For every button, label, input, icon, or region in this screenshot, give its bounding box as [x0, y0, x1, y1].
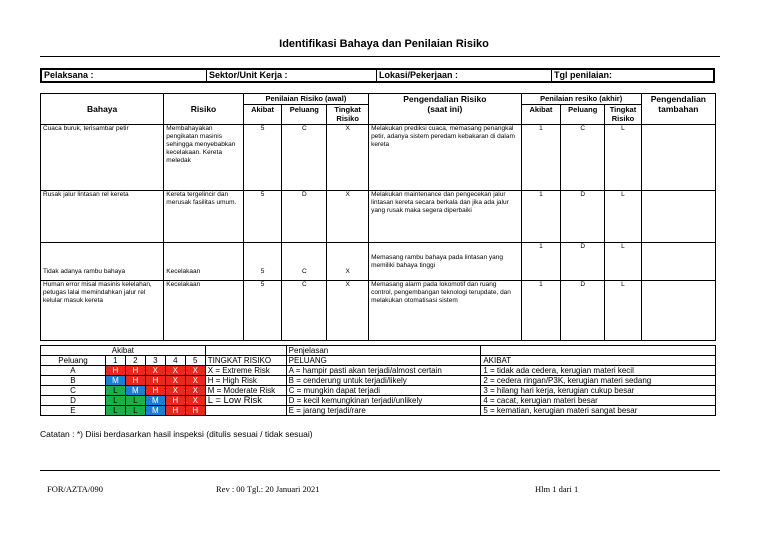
cell-akibat: 5	[243, 243, 282, 281]
matrix-row	[41, 406, 716, 416]
lokasi-field[interactable]: Lokasi/Pekerjaan :	[377, 69, 552, 82]
catatan-note: Catatan : *) Diisi berdasarkan hasil inspeksi (ditulis sesuai / tidak sesuai)	[40, 429, 313, 439]
table-row	[41, 125, 716, 191]
header-peluang: Peluang	[282, 105, 327, 125]
cell-akibat-akhir: 1	[521, 125, 561, 191]
cell-peluang-akhir: C	[561, 125, 605, 191]
matrix-row	[41, 396, 716, 406]
cell-peluang-akhir: D	[561, 281, 605, 341]
cell-risiko: Kereta tergelincir dan merusak fasilitas umum.	[164, 191, 243, 243]
akibat-desc: 4 = cacat, kerugian materi besar	[481, 396, 716, 406]
header-akibat: Akibat	[243, 105, 282, 125]
tingkat-desc: H = High Risk	[205, 376, 286, 386]
cell-tambahan	[641, 125, 715, 191]
matrix-cell: L	[105, 406, 125, 416]
cell-peluang-akhir: D	[561, 243, 605, 281]
matrix-cell: H	[105, 366, 125, 376]
peluang-desc: C = mungkin dapat terjadi	[286, 386, 481, 396]
matrix-row	[41, 386, 716, 396]
akibat-desc: 2 = cedera ringan/P3K, kerugian materi sedang	[481, 376, 716, 386]
cell-pengendalian: Melakukan prediksi cuaca, memasang penangkal petir, adanya sistem peredam kebakaran di dalam kereta	[369, 125, 522, 191]
col-header: 5	[185, 356, 205, 366]
pelaksana-field[interactable]: Pelaksana :	[41, 69, 207, 82]
cell-akibat-akhir: 1	[521, 281, 561, 341]
row-label: A	[41, 366, 106, 376]
peluang-desc: D = kecil kemungkinan terjadi/unlikely	[286, 396, 481, 406]
legend-peluang-title: Peluang	[41, 356, 106, 366]
header-risiko: Risiko	[164, 94, 243, 125]
legend-penjelasan-title: Penjelasan	[286, 346, 481, 356]
footer-form-code: FOR/AZTA/090	[47, 484, 103, 494]
cell-bahaya: Tidak adanya rambu bahaya	[41, 243, 164, 281]
footer-page-number: Hlm 1 dari 1	[535, 484, 579, 494]
row-label: C	[41, 386, 106, 396]
matrix-cell: H	[165, 396, 185, 406]
cell-pengendalian: Melakukan maintenance dan pengecekan jalur lintasan kereta secara berkala dan jika ada jalur yang rusak maka segera diperbaiki	[369, 191, 522, 243]
peluang-desc: E = jarang terjadi/rare	[286, 406, 481, 416]
cell-risiko: Kecelakaan	[164, 243, 243, 281]
col-header: 1	[105, 356, 125, 366]
header-akibat-akhir: Akibat	[521, 105, 561, 125]
matrix-cell: L	[125, 396, 145, 406]
info-bar	[40, 68, 715, 83]
matrix-cell: H	[145, 386, 165, 396]
peluang-desc: B = cenderung untuk terjadi/likely	[286, 376, 481, 386]
footer-divider	[40, 470, 720, 471]
matrix-cell: M	[145, 396, 165, 406]
matrix-cell: M	[105, 376, 125, 386]
matrix-cell: H	[145, 376, 165, 386]
row-label: E	[41, 406, 106, 416]
cell-tambahan	[641, 191, 715, 243]
col-header: 2	[125, 356, 145, 366]
cell-peluang: C	[282, 243, 327, 281]
matrix-cell: X	[145, 366, 165, 376]
akibat-desc: 5 = kematian, kerugian materi sangat besar	[481, 406, 716, 416]
cell-akibat: 5	[243, 281, 282, 341]
cell-pengendalian: Memasang rambu bahaya pada lintasan yang memiliki bahaya tinggi	[369, 243, 522, 281]
cell-tingkat-akhir: L	[605, 125, 642, 191]
cell-akibat: 5	[243, 125, 282, 191]
legend-blank-2	[481, 346, 716, 356]
title-divider	[40, 56, 720, 57]
cell-pengendalian: Memasang alarm pada lokomotif dan ruang control, pengembangan teknologi terupdate, dan melakukan otomatisasi sistem	[369, 281, 522, 341]
header-tambahan: Pengendalian tambahan	[641, 94, 715, 125]
matrix-cell: H	[125, 376, 145, 386]
sektor-field[interactable]: Sektor/Unit Kerja :	[207, 69, 377, 82]
matrix-cell: L	[105, 396, 125, 406]
cell-tingkat-akhir: L	[605, 191, 642, 243]
matrix-cell: X	[185, 396, 205, 406]
akibat-desc: 3 = hilang hari kerja, kerugian cukup besar	[481, 386, 716, 396]
legend-akibat-title: Akibat	[41, 346, 206, 356]
cell-tambahan	[641, 243, 715, 281]
cell-bahaya: Rusak jalur lintasan rel kereta	[41, 191, 164, 243]
matrix-cell: L	[105, 386, 125, 396]
cell-akibat-akhir: 1	[521, 191, 561, 243]
matrix-cell: X	[185, 376, 205, 386]
row-label: B	[41, 376, 106, 386]
header-tingkat: Tingkat Risiko	[327, 105, 369, 125]
matrix-cell: H	[185, 406, 205, 416]
cell-akibat-akhir: 1	[521, 243, 561, 281]
table-row	[41, 243, 716, 281]
matrix-cell: H	[125, 366, 145, 376]
matrix-row	[41, 376, 716, 386]
peluang-desc: A = hampir pasti akan terjadi/almost certain	[286, 366, 481, 376]
cell-peluang: C	[282, 125, 327, 191]
akibat-desc: 1 = tidak ada cedera, kerugian materi kecil	[481, 366, 716, 376]
header-bahaya: Bahaya	[41, 94, 164, 125]
cell-risiko: Kecelakaan	[164, 281, 243, 341]
risk-matrix-legend	[40, 345, 716, 416]
akibat-header: AKIBAT	[481, 356, 716, 366]
risk-table	[40, 93, 716, 341]
cell-peluang: C	[282, 281, 327, 341]
tingkat-desc: X = Extreme Risk	[205, 366, 286, 376]
cell-tingkat: X	[327, 243, 369, 281]
cell-peluang-akhir: D	[561, 191, 605, 243]
cell-risiko: Membahayakan pengikatan masinis sehingga menyebabkan kecelakaan. Kereta meledak	[164, 125, 243, 191]
matrix-cell: X	[165, 386, 185, 396]
cell-tambahan	[641, 281, 715, 341]
footer-revision: Rev : 00 Tgl.: 20 Januari 2021	[216, 484, 320, 494]
cell-bahaya: Cuaca buruk, terisambar petir	[41, 125, 164, 191]
matrix-cell: X	[165, 376, 185, 386]
matrix-row	[41, 366, 716, 376]
cell-tingkat: X	[327, 281, 369, 341]
cell-tingkat: X	[327, 191, 369, 243]
cell-tingkat: X	[327, 125, 369, 191]
matrix-cell: L	[125, 406, 145, 416]
peluang-header: PELUANG	[286, 356, 481, 366]
cell-peluang: D	[282, 191, 327, 243]
cell-tingkat-akhir: L	[605, 281, 642, 341]
legend-blank	[205, 346, 286, 356]
table-row	[41, 281, 716, 341]
matrix-cell: X	[165, 366, 185, 376]
matrix-cell: X	[185, 386, 205, 396]
cell-bahaya: Human error misal masinis kelelahan, petugas lalai memindahkan jalur rel kelular masuk kereta	[41, 281, 164, 341]
row-label: D	[41, 396, 106, 406]
col-header: 3	[145, 356, 165, 366]
matrix-cell: M	[145, 406, 165, 416]
matrix-cell: M	[125, 386, 145, 396]
header-awal: Penilaian Risiko (awal)	[243, 94, 368, 105]
cell-akibat: 5	[243, 191, 282, 243]
header-peluang-akhir: Peluang	[561, 105, 605, 125]
tingkat-risiko-header: TINGKAT RISIKO	[205, 356, 286, 366]
tingkat-desc: M = Moderate Risk	[205, 386, 286, 396]
col-header: 4	[165, 356, 185, 366]
header-akhir: Penilaian resiko (akhir)	[521, 94, 641, 105]
matrix-cell: X	[185, 366, 205, 376]
tingkat-desc: L = Low Risk	[205, 396, 286, 406]
tgl-field[interactable]: Tgl penilaian:	[552, 69, 715, 82]
matrix-cell: H	[165, 406, 185, 416]
table-row	[41, 191, 716, 243]
tingkat-desc	[205, 406, 286, 416]
cell-tingkat-akhir: L	[605, 243, 642, 281]
header-tingkat-akhir: Tingkat Risiko	[605, 105, 642, 125]
header-pengendalian: Pengendalian Risiko (saat ini)	[369, 94, 522, 125]
page-title: Identifikasi Bahaya dan Penilaian Risiko	[279, 38, 489, 50]
